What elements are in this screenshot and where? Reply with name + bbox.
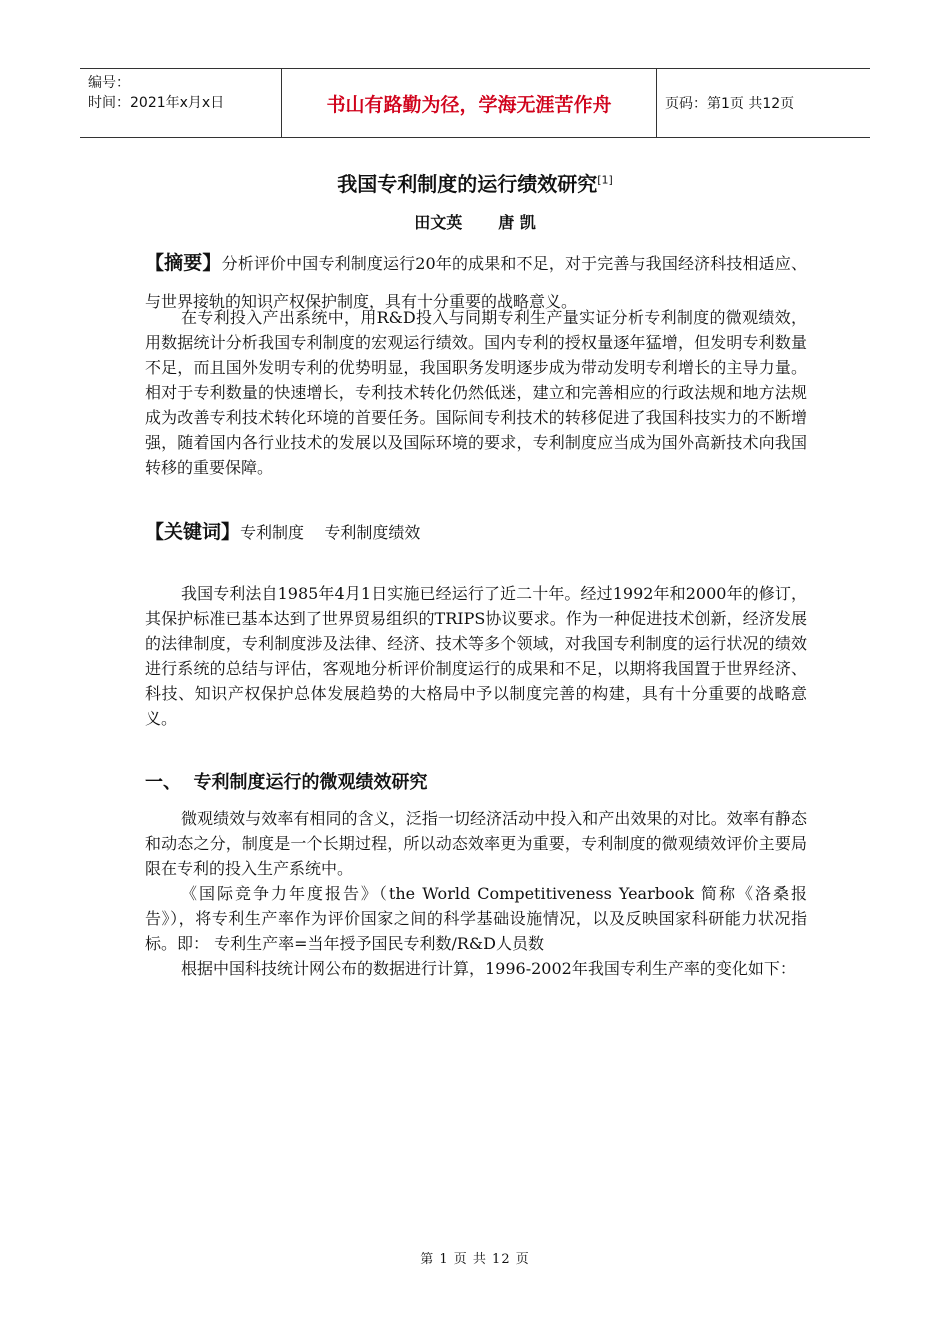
keywords-text: 专利制度 专利制度绩效 (240, 523, 421, 542)
number-label: 编号： (88, 75, 130, 91)
document-header (80, 68, 870, 138)
abstract-first-text: 分析评价中国专利制度运行20年的成果和不足，对于完善与我国经济科技相适应、与世界接轨的知识产权保护制度，具有十分重要的战略意义。 (145, 254, 807, 311)
header-motto: 书山有路勤为径，学海无涯苦作舟 (282, 69, 657, 137)
document-title (0, 168, 950, 197)
section-paragraph-2: 《国际竞争力年度报告》（the World Competitiveness Yearbook 简称《洛桑报告》），将专利生产率作为评价国家之间的科学基础设施情况，以及反映国家科研能力状况指标。即： 专利生产率=当年授予国民专利数/R&D人员数 (145, 884, 807, 953)
abstract-second: 在专利投入产出系统中，用R&D投入与同期专利生产量实证分析专利制度的微观绩效，用数据统计分析我国专利制度的宏观运行绩效。国内专利的授权量逐年猛增，但发明专利数量不足，而且国外发明专利的优势明显，我国职务发明逐步成为带动发明专利增长的主导力量。相对于专利数量的快速增长，专利技术转化仍然低迷，建立和完善相应的行政法规和地方法规成为改善专利技术转化环境的首要任务。国际间专利技术的转移促进了我国科技实力的不断增强，随着国内各行业技术的发展以及国际环境的要求，专利制度应当成为国外高新技术向我国转移的重要保障。 (145, 308, 807, 477)
title-reference: [1] (597, 173, 613, 187)
section-paragraph-3: 根据中国科技统计网公布的数据进行计算，1996-2002年我国专利生产率的变化如下： (181, 959, 796, 978)
title-text: 我国专利制度的运行绩效研究 (337, 172, 598, 196)
section-body (145, 806, 807, 981)
date-label: 时间：2021年x月x日 (88, 95, 225, 111)
header-page-info: 页码：第1页 共12页 (665, 96, 795, 112)
author-1: 田文英 (414, 213, 463, 232)
section-heading: 一、 专利制度运行的微观绩效研究 (145, 772, 428, 793)
intro-paragraph: 我国专利法自1985年4月1日实施已经运行了近二十年。经过1992年和2000年的修订，其保护标准已基本达到了世界贸易组织的TRIPS协议要求。作为一种促进技术创新，经济发展的法律制度，专利制度涉及法律、经济、技术等多个领域，对我国专利制度的运行状况的绩效进行系统的总结与评估，客观地分析评价制度运行的成果和不足，以期将我国置于世界经济、科技、知识产权保护总体发展趋势的大格局中予以制度完善的构建，具有十分重要的战略意义。 (145, 584, 807, 728)
abstract-label: 【摘要】 (145, 252, 222, 274)
keywords-label: 【关键词】 (145, 521, 241, 543)
header-meta (80, 69, 282, 137)
section-paragraph-1: 微观绩效与效率有相同的含义，泛指一切经济活动中投入和产出效果的对比。效率有静态和动态之分，制度是一个长期过程，所以动态效率更为重要，专利制度的微观绩效评价主要局限在专利的投入生产系统中。 (145, 809, 807, 878)
page-footer: 第 1 页 共 12 页 (420, 1252, 530, 1267)
keywords (145, 520, 807, 545)
author-2: 唐 凯 (498, 213, 536, 232)
authors (0, 210, 950, 233)
